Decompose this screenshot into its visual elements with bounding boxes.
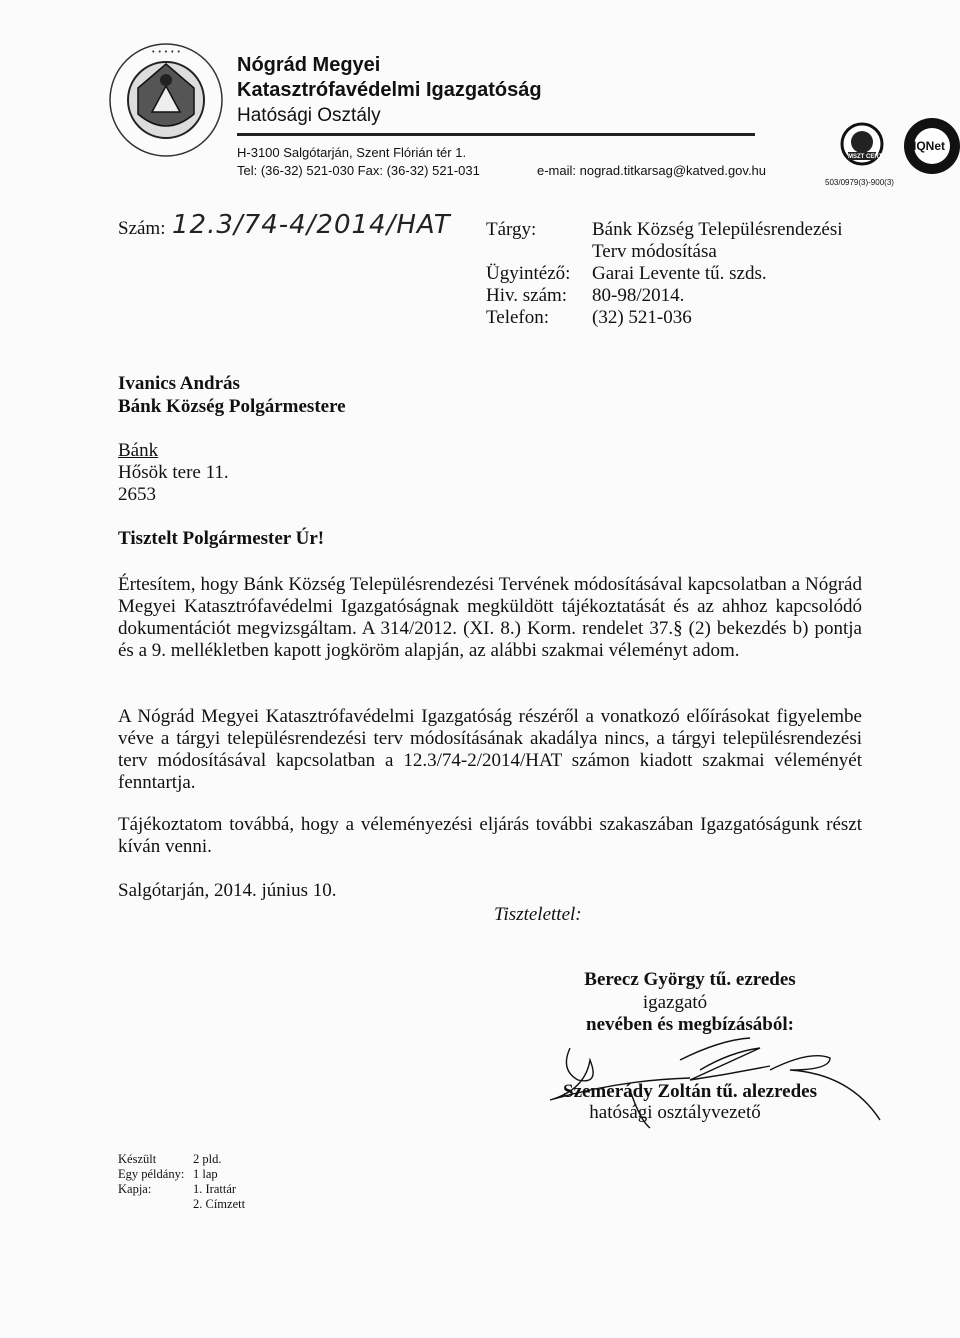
meta-label-subject: Tárgy:: [486, 219, 537, 240]
on-behalf-line: nevében és megbízásából:: [586, 1014, 794, 1035]
meta-value-subject: Bánk Község Településrendezési: [592, 219, 843, 240]
meta-value-handler: Garai Levente tű. szds.: [592, 263, 767, 284]
footer-label-copies: Készült: [118, 1152, 157, 1166]
svg-text:• • • • •: • • • • •: [151, 48, 181, 56]
signer-position: hatósági osztályvezető: [589, 1102, 761, 1123]
crest-logo: [108, 42, 224, 158]
recipient-title: Bánk Község Polgármestere: [118, 396, 346, 417]
footer-value-copies: 2 pld.: [193, 1152, 222, 1166]
header-email: e-mail: nograd.titkarsag@katved.gov.hu: [537, 163, 767, 178]
paragraph-2: A Nógrád Megyei Katasztrófavédelmi Igazgatóság részéről a vonatkozó előírásokat figyelembe véve a tárgyi településrendezési terv módosításának akadálya nincs, a tárgyi településrendezési terv módosításával kapcsolatban a 12.3/74-2/2014/HAT számon kiadott szakmai véleményét fenntartja.: [118, 706, 862, 793]
recipient-zip: 2653: [118, 484, 156, 505]
paragraph-1: Értesítem, hogy Bánk Község Településrendezési Tervének módosításával kapcsolatban a Nógrád Megyei Katasztrófavédelmi Igazgatóságnak megküldött tájékoztatását és az ahhoz kapcsolódó dokumentációt megvizsgáltam. A 314/2012. (XI. 8.) Korm. rendelet 37.§ (2) bekezdés b) pontja és a 9. mellékletben kapott jogköröm alapján, az alábbi szakmai véleményt adom.: [118, 574, 862, 661]
recipient-city: Bánk: [118, 440, 159, 461]
org-name-line1: Nógrád Megyei: [237, 54, 381, 76]
header-phone-fax: Tel: (36-32) 521-030 Fax: (36-32) 521-031: [237, 163, 480, 178]
footer-value-recipient-2: 2. Címzett: [193, 1197, 246, 1211]
footer-value-recipient-1: 1. Irattár: [193, 1182, 237, 1196]
iqnet-label: IQNet: [913, 139, 946, 153]
reference-label: Szám:: [118, 218, 166, 239]
paragraph-3: Tájékoztatom továbbá, hogy a véleményezési eljárás további szakaszában Igazgatóságunk részt kíván venni.: [118, 814, 862, 857]
certificate-number: 503/0979(3)-900(3): [825, 178, 894, 187]
meta-value-phone: (32) 521-036: [592, 307, 692, 328]
meta-label-handler: Ügyintéző:: [486, 263, 571, 284]
footer-value-pages: 1 lap: [193, 1167, 218, 1181]
reference-number-handwritten: 12.3/74-4/2014/HAT: [172, 210, 451, 240]
director-name: Berecz György tű. ezredes: [584, 969, 796, 990]
closing: Tisztelettel:: [494, 904, 582, 925]
meta-value-subject-cont: Terv módosítása: [592, 241, 717, 262]
recipient-street: Hősök tere 11.: [118, 462, 229, 483]
recipient-name: Ivanics András: [118, 373, 240, 394]
footer-label-pages: Egy példány:: [118, 1167, 185, 1181]
org-name-line2: Katasztrófavédelmi Igazgatóság: [237, 79, 542, 101]
header-rule: [237, 133, 755, 136]
director-position: igazgató: [642, 992, 708, 1013]
place-date: Salgótarján, 2014. június 10.: [118, 880, 337, 901]
salutation: Tisztelt Polgármester Úr!: [118, 528, 325, 549]
meta-label-phone: Telefon:: [486, 307, 550, 328]
department-name: Hatósági Osztály: [237, 105, 381, 126]
signer-name: Szemerády Zoltán tű. alezredes: [563, 1081, 817, 1102]
meta-value-ref: 80-98/2014.: [592, 285, 685, 306]
meta-label-ref: Hiv. szám:: [486, 285, 568, 306]
footer-label-recipients: Kapja:: [118, 1182, 152, 1196]
mszt-cert-label: MSZT CERT: [848, 154, 883, 160]
header-address: H-3100 Salgótarján, Szent Flórián tér 1.: [237, 145, 467, 160]
